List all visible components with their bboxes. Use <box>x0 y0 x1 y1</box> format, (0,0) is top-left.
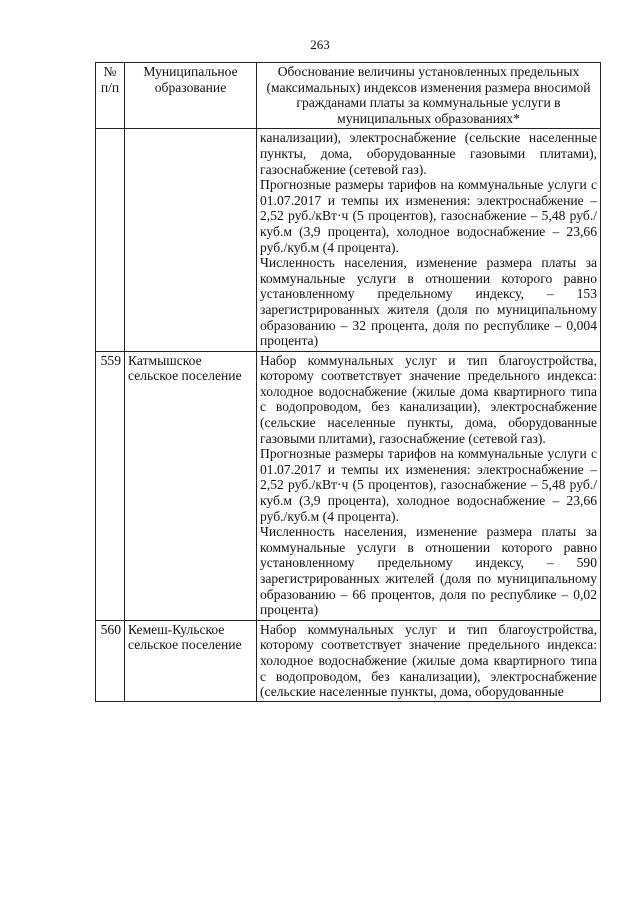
justification-paragraph: Прогнозные размеры тарифов на коммунальные услуги с 01.07.2017 и темпы их изменения: электроснабжение – 2,52 руб./кВт·ч (5 процентов), газоснабжение – 5,48 руб./куб.м (3,9 процента), холодное водоснабжение – 23,66 руб./куб.м (4 процента). <box>260 177 597 255</box>
row-municipality <box>125 129 257 351</box>
header-justification: Обоснование величины установленных предельных (максимальных) индексов изменения размера вносимой гражданами платы за коммунальные услуги в муниципальных образованиях* <box>257 63 601 129</box>
row-number: 560 <box>96 620 125 701</box>
table-row <box>96 351 601 620</box>
justification-paragraph: канализации), электроснабжение (сельские населенные пункты, дома, оборудованные газовыми плитами), газоснабжение (сетевой газ). <box>260 130 597 177</box>
header-municipality: Муниципальное образование <box>125 63 257 129</box>
table-header-row <box>96 63 601 129</box>
justification-paragraph: Прогнозные размеры тарифов на коммунальные услуги с 01.07.2017 и темпы их изменения: электроснабжение – 2,52 руб./кВт·ч (5 процентов), газоснабжение – 5,48 руб./куб.м (3,9 процента), холодное водоснабжение – 23,66 руб./куб.м (4 процента). <box>260 446 597 524</box>
page-number: 263 <box>310 37 330 52</box>
table-row <box>96 129 601 351</box>
row-number: 559 <box>96 351 125 620</box>
header-num: № п/п <box>96 63 125 129</box>
row-number <box>96 129 125 351</box>
justification-paragraph: Численность населения, изменение размера платы за коммунальные услуги в отношении которого равно установленному предельному индексу, – 590 зарегистрированных жителей (доля по муниципальному образованию – 66 процентов, доля по республике – 0,02 процента) <box>260 524 597 618</box>
row-justification <box>257 620 601 701</box>
table-row <box>96 620 601 701</box>
tariff-index-table <box>95 62 601 702</box>
row-justification <box>257 129 601 351</box>
justification-paragraph: Численность населения, изменение размера платы за коммунальные услуги в отношении которого равно установленному предельному индексу, – 153 зарегистрированных жителя (доля по муниципальному образованию – 32 процента, доля по республике – 0,004 процента) <box>260 255 597 349</box>
row-justification <box>257 351 601 620</box>
justification-paragraph: Набор коммунальных услуг и тип благоустройства, которому соответствует значение предельного индекса: холодное водоснабжение (жилые дома квартирного типа с водопроводом, без канализации), электроснабжение (сельские населенные пункты, дома, оборудованные газовыми плитами), газоснабжение (сетевой газ). <box>260 352 597 446</box>
row-municipality: Катмышское сельское поселение <box>125 351 257 620</box>
row-municipality: Кемеш-Кульское сельское поселение <box>125 620 257 701</box>
justification-paragraph: Набор коммунальных услуг и тип благоустройства, которому соответствует значение предельного индекса: холодное водоснабжение (жилые дома квартирного типа с водопроводом, без канализации), электроснабжение (сельские населенные пункты, дома, оборудованные <box>260 621 597 699</box>
